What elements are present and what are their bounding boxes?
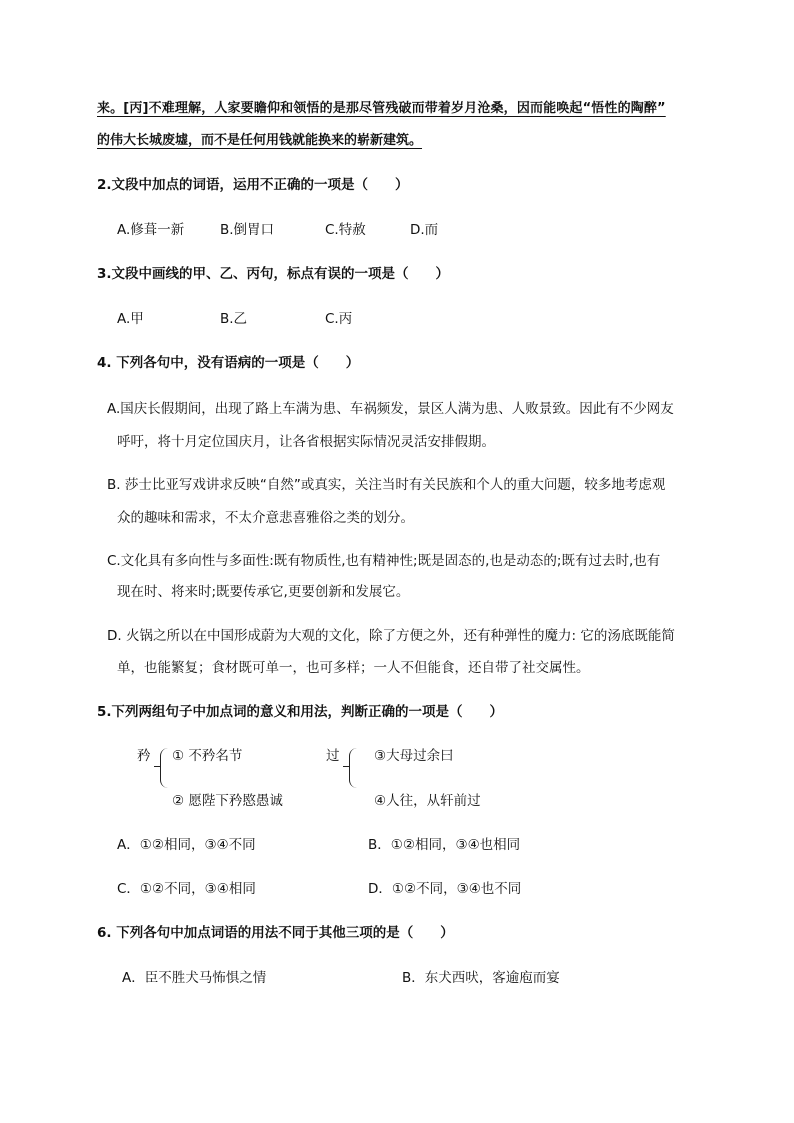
q5-sentence-2: ② 愿陛下矜愍愚诚 [172, 793, 283, 809]
q4-option-d-line1: D. 火锅之所以在中国形成蔚为大观的文化，除了方便之外，还有种弹性的魔力: 它的汤底既能简 [107, 628, 675, 644]
q4-option-c-line2: 现在时、将来时;既要传承它,更要创新和发展它。 [117, 584, 410, 600]
q4-option-c-line1: C.文化具有多向性与多面性:既有物质性,也有精神性;既是固态的,也是动态的;既有过去时,也有 [107, 553, 661, 569]
q5-sentence-3: ③大母过余曰 [374, 748, 454, 764]
q4-option-a-line1: A.国庆长假期间，出现了路上车满为患、车祸频发，景区人满为患、人败景致。因此有不少网友 [107, 401, 674, 417]
question-4-stem: 4. 下列各句中，没有语病的一项是（ ） [97, 355, 360, 371]
q5-option-c: C．①②不同，③④相同 [117, 881, 256, 897]
q4-option-b-line2: 众的趣味和需求，不太介意悲喜雅俗之类的划分。 [117, 510, 414, 526]
q3-option-c: C.丙 [325, 311, 353, 327]
q2-option-d: D.而 [410, 222, 439, 238]
q5-char-guo: 过 [326, 748, 340, 764]
question-5-stem: 5.下列两组句子中加点词的意义和用法，判断正确的一项是（ ） [97, 704, 504, 720]
q2-option-b: B.倒胃口 [220, 222, 275, 238]
q2-option-c: C.特赦 [325, 222, 366, 238]
question-6-stem: 6. 下列各句中加点词语的用法不同于其他三项的是（ ） [97, 925, 454, 941]
q3-option-a: A.甲 [117, 311, 144, 327]
passage-line-2: 的伟大长城废墟，而不是任何用钱就能换来的崭新建筑。 [97, 133, 423, 148]
q4-option-d-line2: 单，也能繁复；食材既可单一，也可多样；一人不但能食，还自带了社交属性。 [117, 660, 590, 676]
q6-option-a: A．臣不胜犬马怖惧之情 [122, 970, 267, 986]
q5-option-b: B．①②相同，③④也相同 [368, 837, 521, 853]
q5-brace-left [160, 748, 171, 788]
question-3-stem: 3.文段中画线的甲、乙、丙句，标点有误的一项是（ ） [97, 266, 450, 282]
q5-char-jin: 矜 [137, 748, 151, 764]
q5-brace-right [349, 748, 360, 788]
q5-sentence-4: ④人往，从轩前过 [374, 793, 481, 809]
q6-option-b: B．东犬西吠，客逾庖而宴 [402, 970, 560, 986]
q4-option-b-line1: B. 莎士比亚写戏讲求反映“自然”或真实，关注当时有关民族和个人的重大问题，较多地考虑观 [107, 477, 666, 493]
q4-option-a-line2: 呼吁，将十月定位国庆月，让各省根据实际情况灵活安排假期。 [117, 434, 495, 450]
q5-option-d: D．①②不同，③④也不同 [368, 881, 522, 897]
q5-sentence-1: ① 不矜名节 [172, 748, 243, 764]
q5-option-a: A．①②相同，③④不同 [117, 837, 256, 853]
passage-line-1: 来。[丙]不难理解，人家要瞻仰和领悟的是那尽管残破而带着岁月沧桑，因而能唤起“悟性的陶醉” [97, 101, 666, 116]
q3-option-b: B.乙 [220, 311, 248, 327]
question-2-stem: 2.文段中加点的词语，运用不正确的一项是（ ） [97, 177, 409, 193]
q2-option-a: A.修葺一新 [117, 222, 185, 238]
